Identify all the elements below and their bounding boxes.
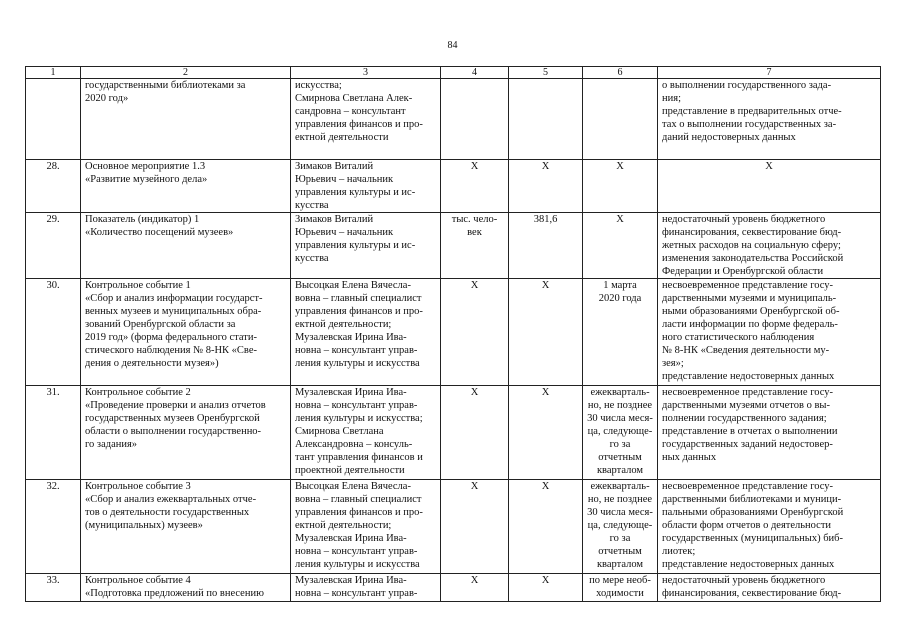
row-number: 31.	[26, 386, 81, 480]
deadline: ежекварталь- но, не позднее 30 числа меся- ца, следующе- го за отчетным кварталом	[583, 480, 658, 574]
responsible-person: Высоцкая Елена Вячесла- вовна – главный специалист управления финансов и про- ектной деятельности; Музалевская Ирина Ива- новна – консультант управ- ления культуры и искусства	[291, 279, 441, 386]
risk-description: недостаточный уровень бюджетного финансирования, секвестирование бюд- жетных расходов на социальную сферу; изменения законодательства Российской Федерации и Оренбургской области	[658, 213, 881, 279]
table-row	[26, 213, 881, 279]
row-number	[26, 79, 81, 160]
responsible-person: Музалевская Ирина Ива- новна – консультант управ-	[291, 574, 441, 602]
column-number: 3	[291, 67, 441, 79]
column-number: 6	[583, 67, 658, 79]
responsible-person: искусства; Смирнова Светлана Алек- сандровна – консультант управления финансов и про- ектной деятельности	[291, 79, 441, 160]
risk-description: недостаточный уровень бюджетного финансирования, секвестирование бюд-	[658, 574, 881, 602]
row-number: 30.	[26, 279, 81, 386]
value: Х	[509, 160, 583, 213]
event-name: Контрольное событие 1 «Сбор и анализ информации государст- венных музеев и муниципальных обра- зований Оренбургской области за 2019 год» (форма федерального стати- стического наблюдения № 8-НК «Све- дения о деятельности музея»)	[81, 279, 291, 386]
unit: Х	[441, 574, 509, 602]
deadline: ежекварталь- но, не позднее 30 числа меся- ца, следующе- го за отчетным кварталом	[583, 386, 658, 480]
unit: Х	[441, 386, 509, 480]
event-name: Контрольное событие 4 «Подготовка предложений по внесению	[81, 574, 291, 602]
unit: тыс. чело- век	[441, 213, 509, 279]
event-name: Основное мероприятие 1.3 «Развитие музейного дела»	[81, 160, 291, 213]
risk-description: несвоевременное представление госу- дарственными библиотеками и муници- пальными образованиями Оренбургской области форм отчетов о деятельности государственных (муниципальных) биб- лиотек; представление недостоверных данных	[658, 480, 881, 574]
column-number: 1	[26, 67, 81, 79]
responsible-person: Высоцкая Елена Вячесла- вовна – главный специалист управления финансов и про- ектной деятельности; Музалевская Ирина Ива- новна – консультант управ- ления культуры и искусства	[291, 480, 441, 574]
column-number: 5	[509, 67, 583, 79]
risk-description: Х	[658, 160, 881, 213]
column-number: 2	[81, 67, 291, 79]
column-number: 4	[441, 67, 509, 79]
table-row	[26, 279, 881, 386]
value	[509, 79, 583, 160]
value: 381,6	[509, 213, 583, 279]
responsible-person: Зимаков Виталий Юрьевич – начальник управления культуры и ис- кусства	[291, 213, 441, 279]
table-row	[26, 160, 881, 213]
row-number: 32.	[26, 480, 81, 574]
column-number-row	[26, 67, 881, 79]
deadline: Х	[583, 160, 658, 213]
value: Х	[509, 279, 583, 386]
column-number: 7	[658, 67, 881, 79]
table-row	[26, 79, 881, 160]
deadline: 1 марта 2020 года	[583, 279, 658, 386]
value: Х	[509, 574, 583, 602]
risk-description: о выполнении государственного зада- ния; представление в предварительных отче- тах о выполнении государственных за- даний недостоверных данных	[658, 79, 881, 160]
table-row	[26, 574, 881, 602]
table-row	[26, 386, 881, 480]
deadline: по мере необ- ходимости	[583, 574, 658, 602]
table-row	[26, 480, 881, 574]
value: Х	[509, 386, 583, 480]
event-name: Показатель (индикатор) 1 «Количество посещений музеев»	[81, 213, 291, 279]
deadline: Х	[583, 213, 658, 279]
event-name: Контрольное событие 2 «Проведение проверки и анализ отчетов государственных музеев Оренбургской области о выполнении государственно- го задания»	[81, 386, 291, 480]
unit	[441, 79, 509, 160]
event-name: государственными библиотеками за 2020 год»	[81, 79, 291, 160]
risk-description: несвоевременное представление госу- дарственными музеями отчетов о вы- полнении государственного задания; представление в отчетах о выполнении государственных заданий недостовер- ных данных	[658, 386, 881, 480]
row-number: 33.	[26, 574, 81, 602]
responsible-person: Музалевская Ирина Ива- новна – консультант управ- ления культуры и искусства; Смирнова Светлана Александровна – консуль- тант управления финансов и проектной деятельности	[291, 386, 441, 480]
deadline	[583, 79, 658, 160]
event-name: Контрольное событие 3 «Сбор и анализ ежеквартальных отче- тов о деятельности государственных (муниципальных) музеев»	[81, 480, 291, 574]
unit: Х	[441, 279, 509, 386]
row-number: 28.	[26, 160, 81, 213]
page-number: 84	[447, 40, 458, 51]
unit: Х	[441, 480, 509, 574]
row-number: 29.	[26, 213, 81, 279]
responsible-person: Зимаков Виталий Юрьевич – начальник управления культуры и ис- кусства	[291, 160, 441, 213]
risk-description: несвоевременное представление госу- дарственными музеями и муниципаль- ными образованиями Оренбургской об- ласти информации по форме федераль- ного статистического наблюдения № 8-НК «Сведения деятельности му- зея»; представление недостоверных данных	[658, 279, 881, 386]
value: Х	[509, 480, 583, 574]
plan-table	[25, 66, 881, 602]
unit: Х	[441, 160, 509, 213]
